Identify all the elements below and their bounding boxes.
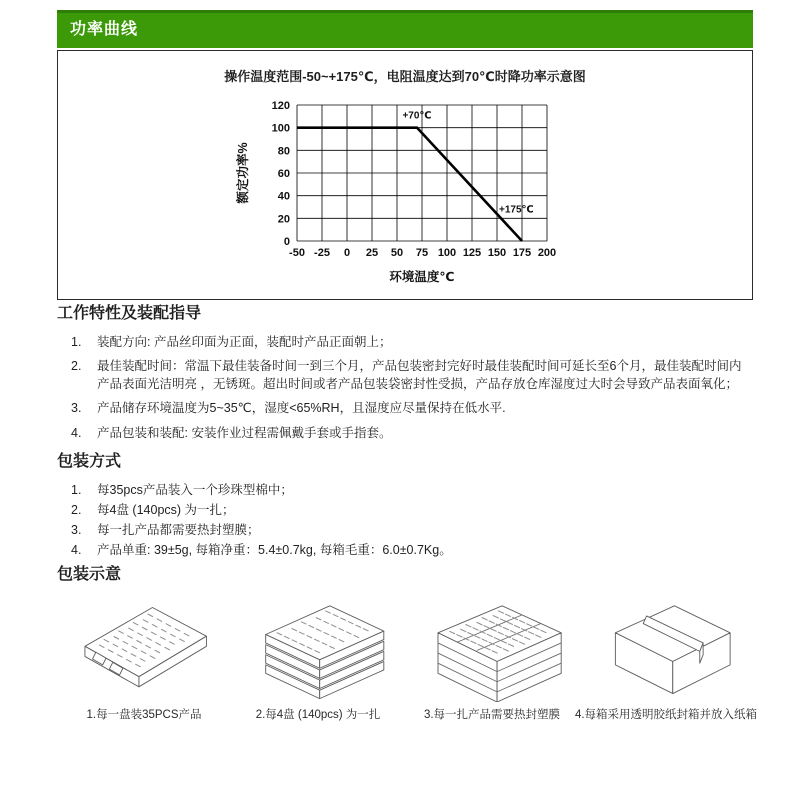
list-text: 最佳装配时间：常温下最佳装备时间一到三个月，产品包装密封完好时最佳装配时间可延长至6个月，最佳装配时间内产品表面光洁明亮 ，无锈斑。超出时间或者产品包装袋密封性受损，产品存放仓库湿度过大时会导致产品表面氧化； [97, 359, 742, 392]
svg-text:50: 50 [390, 247, 404, 259]
chart-title: 操作温度范围-50~+175℃，电阻温度达到70℃时降功率示意图 [224, 69, 586, 84]
svg-text:40: 40 [277, 190, 290, 203]
list-text: 每35pcs产品装入一个珍珠型棉中； [97, 482, 293, 497]
figure-sealed-stack [405, 594, 579, 722]
list-number: 4. [71, 543, 82, 557]
list-text: 产品储存环境温度为5~35℃，湿度<65%RH，且湿度应尽量保持在低水平. [97, 401, 506, 416]
list-number: 4. [71, 425, 82, 440]
section-heading-packing-method: 包装方式 [57, 452, 122, 470]
section-heading-packing-illustration: 包装示意 [57, 566, 122, 584]
figure-caption: 3.每一扎产品需要热封塑膜 [423, 709, 561, 722]
list-number: 1. [71, 335, 82, 349]
packing-method-list [57, 481, 753, 560]
list-item [71, 333, 753, 351]
svg-text:0: 0 [343, 247, 351, 259]
list-item [71, 521, 753, 539]
svg-text:60: 60 [277, 168, 290, 180]
foam-tray-icon [58, 594, 230, 702]
power-derating-chart-panel [57, 50, 753, 300]
list-item [71, 424, 753, 442]
list-number: 3. [71, 522, 82, 537]
carton-box-icon [580, 594, 752, 702]
section-header-power-curve [57, 10, 753, 48]
figure-foam-tray [57, 594, 231, 722]
figure-caption: 2.每4盘 (140pcs) 为一扎 [255, 709, 381, 722]
list-item [71, 501, 753, 519]
list-item [71, 357, 753, 393]
svg-text:0: 0 [283, 236, 290, 248]
list-text: 每4盘 (140pcs) 为一扎； [97, 502, 235, 517]
power-curve-title: 功率曲线 [70, 21, 139, 38]
svg-text:100: 100 [271, 122, 290, 135]
list-number: 2. [71, 502, 82, 517]
list-item [71, 481, 753, 499]
figure-carton-box [574, 594, 758, 722]
svg-text:150: 150 [487, 247, 507, 259]
svg-text:20: 20 [277, 213, 290, 226]
list-number: 3. [71, 401, 82, 416]
list-text: 产品包装和装配: 安装作业过程需佩戴手套或手指套。 [97, 425, 392, 440]
svg-text:环境温度℃: 环境温度℃ [389, 270, 455, 284]
sealed-stack-icon [406, 594, 578, 702]
list-text: 产品单重: 39±5g, 每箱净重：5.4±0.7kg, 每箱毛重：6.0±0.7Kg。 [97, 543, 452, 557]
list-number: 1. [71, 482, 82, 497]
section-heading-assembly: 工作特性及装配指导 [57, 305, 202, 322]
tray-stack-icon [232, 594, 404, 702]
list-item [71, 541, 753, 559]
svg-text:175: 175 [512, 247, 532, 259]
svg-text:-50: -50 [289, 247, 305, 259]
packing-illustration-row [57, 594, 758, 722]
svg-text:100: 100 [437, 247, 457, 259]
figure-caption: 1.每一盘装35PCS产品 [86, 709, 202, 722]
assembly-guideline-list [57, 333, 753, 442]
svg-text:25: 25 [365, 247, 379, 259]
list-text: 每一扎产品都需要热封塑膜； [97, 522, 260, 537]
svg-text:额定功率%: 额定功率% [236, 142, 250, 204]
svg-text:+70℃: +70℃ [402, 110, 432, 122]
svg-text:75: 75 [415, 247, 429, 259]
list-text: 装配方向: 产品丝印面为正面，装配时产品正面朝上； [97, 335, 392, 349]
svg-text:120: 120 [271, 100, 290, 112]
list-item [71, 399, 753, 417]
svg-text:125: 125 [462, 247, 482, 259]
svg-text:-25: -25 [314, 247, 330, 259]
svg-text:80: 80 [277, 145, 290, 158]
svg-text:+175℃: +175℃ [499, 204, 534, 216]
figure-caption: 4.每箱采用透明胶纸封箱并放入纸箱 [574, 709, 758, 722]
figure-tray-stack [231, 594, 405, 722]
list-number: 2. [71, 359, 82, 374]
svg-text:200: 200 [537, 247, 557, 259]
power-derating-chart [233, 91, 577, 291]
